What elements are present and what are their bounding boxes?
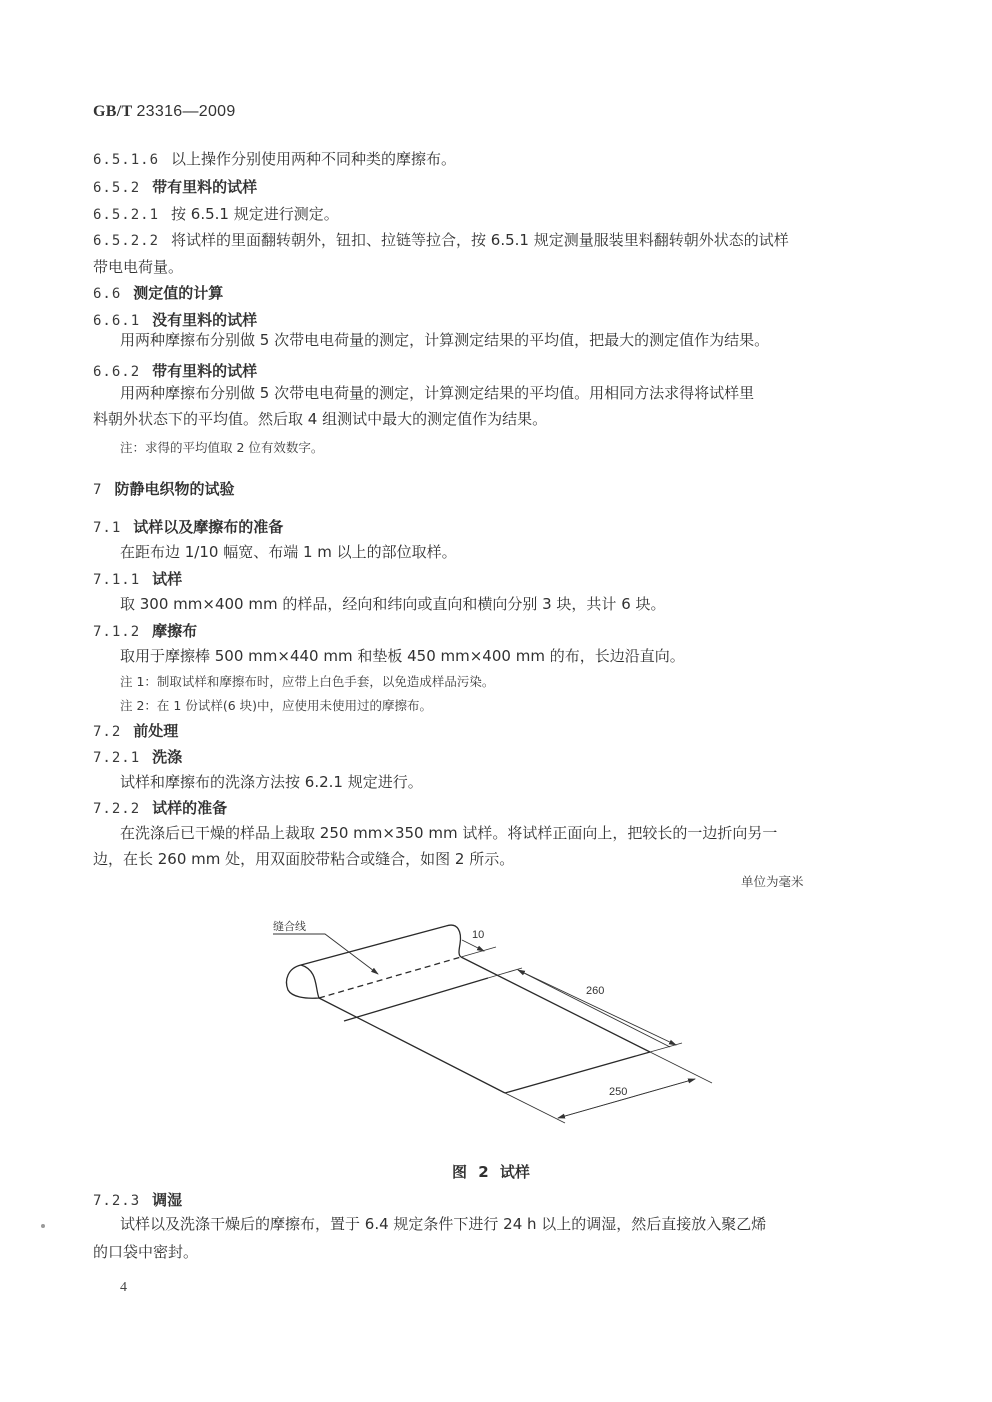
clause-number: 7.1.1 xyxy=(93,572,141,588)
paragraph-text: 的口袋中密封。 xyxy=(93,1243,199,1261)
clause-number: 7.2.2 xyxy=(93,801,141,817)
clause-text: 将试样的里面翻转朝外，钮扣、拉链等拉合，按 6.5.1 规定测量服装里料翻转朝外状态的试样 xyxy=(171,231,789,249)
paragraph-continuation xyxy=(93,1242,198,1262)
paragraph-text: 边，在长 260 mm 处，用双面胶带粘合或缝合，如图 2 所示。 xyxy=(93,850,515,868)
scan-speck xyxy=(41,1224,45,1228)
heading-text: 防静电织物的试验 xyxy=(114,480,235,498)
paragraph-text: 用两种摩擦布分别做 5 次带电电荷量的测定，计算测定结果的平均值，把最大的测定值作为结果。 xyxy=(120,331,770,349)
clause-number: 6.5.2.1 xyxy=(93,207,160,223)
heading-text: 洗涤 xyxy=(152,748,183,766)
clause-number: 7.2.1 xyxy=(93,750,141,766)
clause-number: 6.6.2 xyxy=(93,364,141,380)
heading-text: 调湿 xyxy=(152,1191,183,1209)
paragraph-text: 在洗涤后已干燥的样品上裁取 250 mm×350 mm 试样。将试样正面向上，把较长的一边折向另一 xyxy=(120,824,778,842)
heading-text: 摩擦布 xyxy=(152,622,198,640)
unit-label: 单位为毫米 xyxy=(741,874,804,889)
heading-text: 试样以及摩擦布的准备 xyxy=(133,518,284,536)
heading-text: 试样 xyxy=(152,570,183,588)
clause-number: 7.1.2 xyxy=(93,624,141,640)
paragraph xyxy=(120,1214,766,1234)
paragraph-text: 取 300 mm×400 mm 的样品，经向和纬向或直向和横向分别 3 块，共计 6 块。 xyxy=(120,595,666,613)
clause-number: 6.6.1 xyxy=(93,313,141,329)
clause-number: 6.5.1.6 xyxy=(93,152,160,168)
heading-text: 测定值的计算 xyxy=(133,284,224,302)
note-text: 注 1：制取试样和摩擦布时，应带上白色手套，以免造成样品污染。 xyxy=(120,674,495,689)
paragraph-text: 试样和摩擦布的洗涤方法按 6.2.1 规定进行。 xyxy=(120,773,423,791)
paragraph-text: 在距布边 1/10 幅宽、布端 1 m 以上的部位取样。 xyxy=(120,543,457,561)
paragraph-text: 用两种摩擦布分别做 5 次带电电荷量的测定，计算测定结果的平均值。用相同方法求得将试样里 xyxy=(120,384,755,402)
heading-text: 带有里料的试样 xyxy=(152,178,258,196)
paragraph-text: 料朝外状态下的平均值。然后取 4 组测试中最大的测定值作为结果。 xyxy=(93,410,548,428)
note-text: 注 2：在 1 份试样(6 块)中，应使用未使用过的摩擦布。 xyxy=(120,698,433,713)
standard-prefix: GB/T xyxy=(93,103,133,120)
note-text: 注：求得的平均值取 2 位有效数字。 xyxy=(120,440,324,455)
heading-text: 没有里料的试样 xyxy=(152,311,258,329)
paragraph-text: 取用于摩擦棒 500 mm×440 mm 和垫板 450 mm×400 mm 的布，长边沿直向。 xyxy=(120,647,685,665)
heading-text: 带有里料的试样 xyxy=(152,362,258,380)
clause-number: 6.5.2.2 xyxy=(93,233,160,249)
fold-dimension-label: 10 xyxy=(472,929,485,941)
standard-number: 23316—2009 xyxy=(136,103,236,120)
clause-text: 带电电荷量。 xyxy=(93,258,184,276)
seam-line-label: 缝合线 xyxy=(273,920,306,933)
clause-number: 6.6 xyxy=(93,286,122,302)
heading-text: 前处理 xyxy=(133,722,179,740)
clause-number: 7.2.3 xyxy=(93,1193,141,1209)
clause-number: 6.5.2 xyxy=(93,180,141,196)
clause-number: 7.2 xyxy=(93,724,122,740)
heading-7-2-3 xyxy=(93,1190,182,1211)
page-number: 4 xyxy=(120,1280,127,1295)
paragraph-text: 试样以及洗涤干燥后的摩擦布，置于 6.4 规定条件下进行 24 h 以上的调湿，然后直接放入聚乙烯 xyxy=(120,1215,767,1233)
clause-text: 按 6.5.1 规定进行测定。 xyxy=(171,205,339,223)
length-dimension-label: 260 xyxy=(586,985,605,997)
dimension-lines xyxy=(273,934,712,1123)
figure-caption: 图 2 试样 xyxy=(452,1163,530,1181)
clause-text: 以上操作分别使用两种不同种类的摩擦布。 xyxy=(171,150,457,168)
clause-number: 7 xyxy=(93,482,103,498)
heading-text: 试样的准备 xyxy=(152,799,228,817)
clause-number: 7.1 xyxy=(93,520,122,536)
width-dimension-label: 250 xyxy=(609,1086,628,1098)
